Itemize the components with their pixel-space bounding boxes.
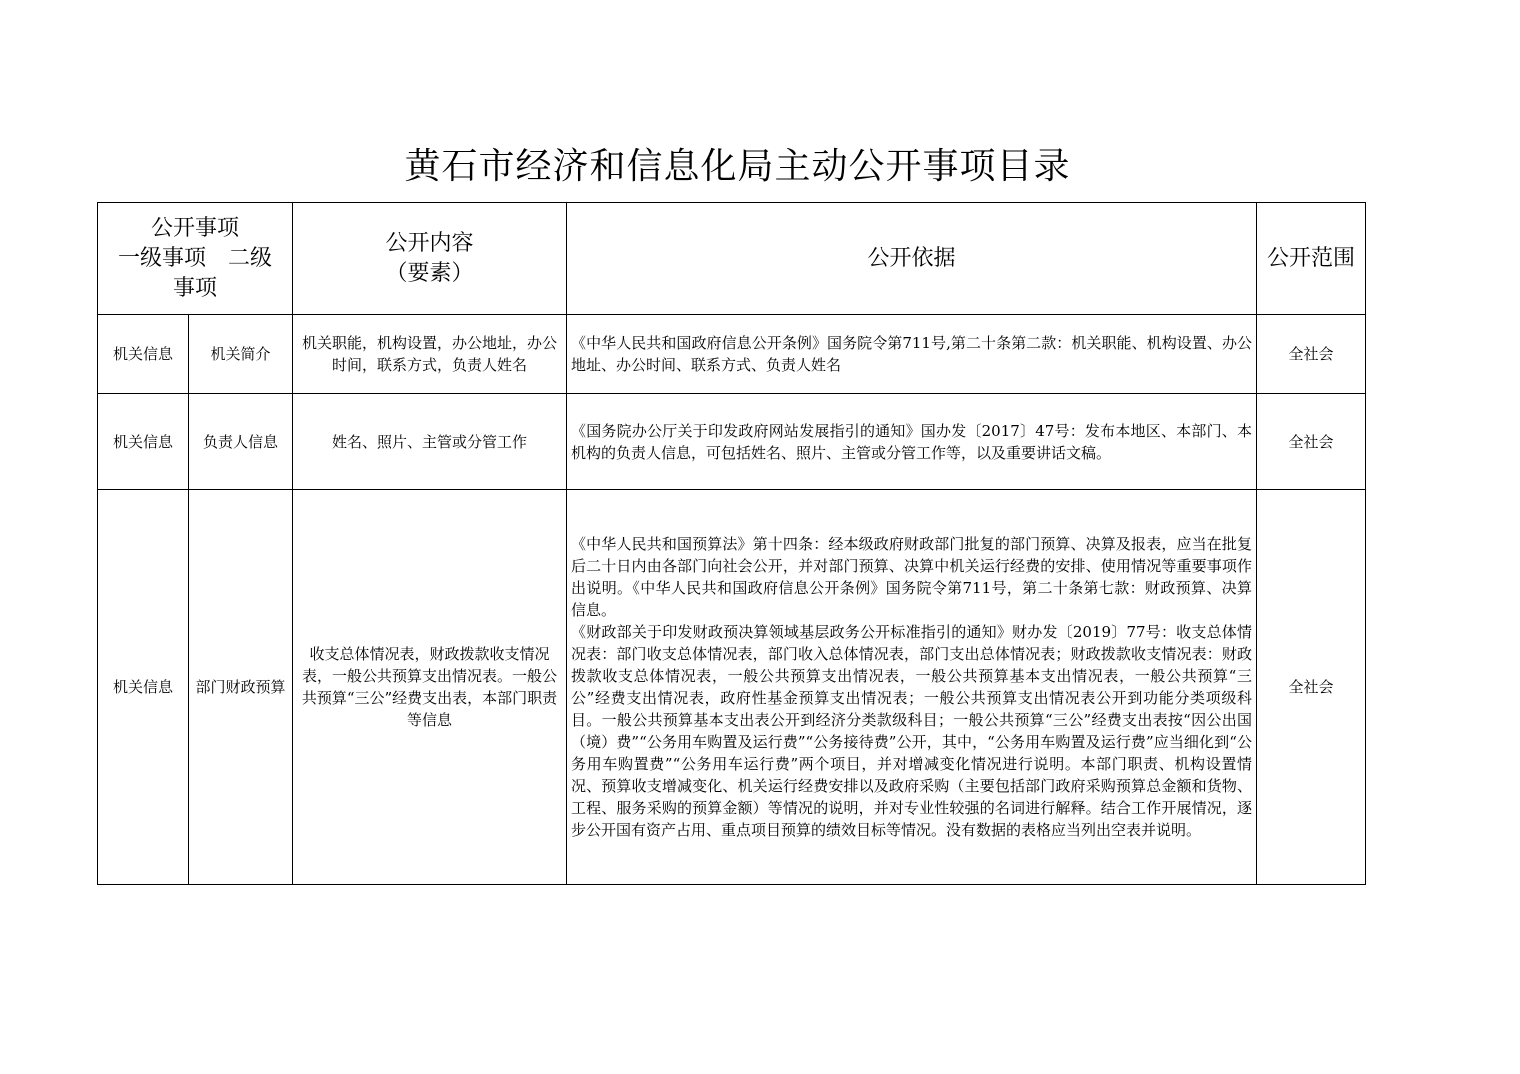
header-disclosure-item: 公开事项 一级事项 二级 事项 — [98, 203, 293, 315]
header-row — [98, 203, 1366, 315]
table-row — [98, 490, 1366, 885]
disclosure-catalog-table — [97, 202, 1366, 885]
basis-cell: 《国务院办公厅关于印发政府网站发展指引的通知》国办发〔2017〕47号：发布本地区、本部门、本机构的负责人信息，可包括姓名、照片、主管或分管工作等，以及重要讲话文稿。 — [567, 394, 1257, 490]
level1-cell: 机关信息 — [98, 490, 189, 885]
scope-cell: 全社会 — [1257, 394, 1366, 490]
level1-cell: 机关信息 — [98, 315, 189, 394]
content-cell: 姓名、照片、主管或分管工作 — [293, 394, 567, 490]
scope-cell: 全社会 — [1257, 490, 1366, 885]
level2-cell: 负责人信息 — [189, 394, 293, 490]
basis-cell: 《中华人民共和国政府信息公开条例》国务院令第711号,第二十条第二款：机关职能、机构设置、办公地址、办公时间、联系方式、负责人姓名 — [567, 315, 1257, 394]
table-row — [98, 394, 1366, 490]
level1-cell: 机关信息 — [98, 394, 189, 490]
header-disclosure-content: 公开内容 （要素） — [293, 203, 567, 315]
content-cell: 机关职能，机构设置，办公地址，办公时间，联系方式，负责人姓名 — [293, 315, 567, 394]
scope-cell: 全社会 — [1257, 315, 1366, 394]
table-row — [98, 315, 1366, 394]
page-title: 黄石市经济和信息化局主动公开事项目录 — [404, 146, 1071, 187]
basis-cell: 《中华人民共和国预算法》第十四条：经本级政府财政部门批复的部门预算、决算及报表，应当在批复后二十日内由各部门向社会公开，并对部门预算、决算中机关运行经费的安排、使用情况等重要事项作出说明。《中华人民共和国政府信息公开条例》国务院令第711号，第二十条第七款：财政预算、决算信息。 《财政部关于印发财政预决算领域基层政务公开标准指引的通知》财办发〔2019〕77号：收支总体情况表：部门收支总体情况表，部门收入总体情况表，部门支出总体情况表；财政拨款收支情况表：财政拨款收支总体情况表，一般公共预算支出情况表，一般公共预算基本支出情况表，一般公共预算“三公”经费支出情况表，政府性基金预算支出情况表；一般公共预算支出情况表公开到功能分类项级科目。一般公共预算基本支出表公开到经济分类款级科目；一般公共预算“三公”经费支出表按“因公出国（境）费”“公务用车购置及运行费”“公务接待费”公开，其中，“公务用车购置及运行费”应当细化到“公务用车购置费”“公务用车运行费”两个项目，并对增减变化情况进行说明。本部门职责、机构设置情况、预算收支增减变化、机关运行经费安排以及政府采购（主要包括部门政府采购预算总金额和货物、工程、服务采购的预算金额）等情况的说明，并对专业性较强的名词进行解释。结合工作开展情况，逐步公开国有资产占用、重点项目预算的绩效目标等情况。没有数据的表格应当列出空表并说明。 — [567, 490, 1257, 885]
content-cell: 收支总体情况表，财政拨款收支情况表，一般公共预算支出情况表。一般公共预算“三公”经费支出表，本部门职责等信息 — [293, 490, 567, 885]
level2-cell: 部门财政预算 — [189, 490, 293, 885]
header-disclosure-basis: 公开依据 — [567, 203, 1257, 315]
header-disclosure-scope: 公开范围 — [1257, 203, 1366, 315]
level2-cell: 机关简介 — [189, 315, 293, 394]
